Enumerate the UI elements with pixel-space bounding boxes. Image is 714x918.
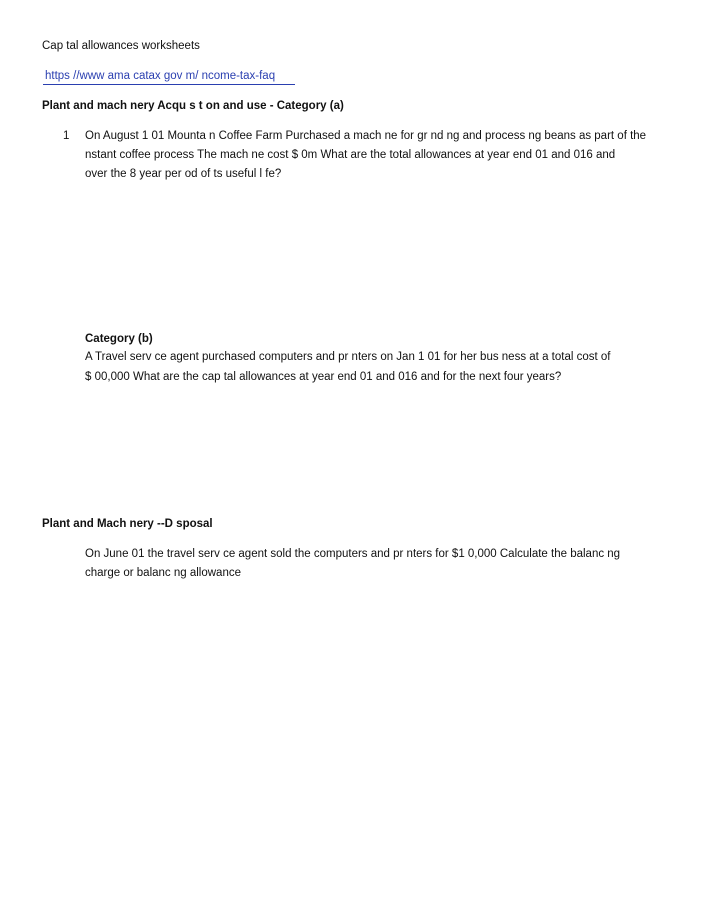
question-line: $ 00,000 What are the cap tal allowances at year end 01 and 016 and for the next four years? — [85, 371, 562, 383]
question-line: On June 01 the travel serv ce agent sold the computers and pr nters for $1 0,000 Calculate the balanc ng — [85, 548, 621, 560]
question-number: 1 — [63, 130, 70, 142]
question-line: On August 1 01 Mounta n Coffee Farm Purchased a mach ne for gr nd ng and process ng beans as part of the — [85, 130, 647, 142]
question-line: nstant coffee process The mach ne cost $ 0m What are the total allowances at year end 01 and 016 and — [85, 149, 616, 161]
question-line: over the 8 year per od of ts useful l fe? — [85, 168, 282, 180]
section-heading-acquisition: Plant and mach nery Acqu s t on and use - Category (a) — [42, 100, 344, 112]
link-underline — [43, 84, 295, 85]
question-line: A Travel serv ce agent purchased computers and pr nters on Jan 1 01 for her bus ness at a total cost of — [85, 351, 611, 363]
document-title: Cap tal allowances worksheets — [42, 40, 200, 52]
faq-link[interactable]: https //www ama catax gov m/ ncome-tax-faq — [45, 70, 276, 82]
question-line: charge or balanc ng allowance — [85, 567, 241, 579]
category-b-heading: Category (b) — [85, 333, 153, 345]
section-heading-disposal: Plant and Mach nery --D sposal — [42, 518, 213, 530]
